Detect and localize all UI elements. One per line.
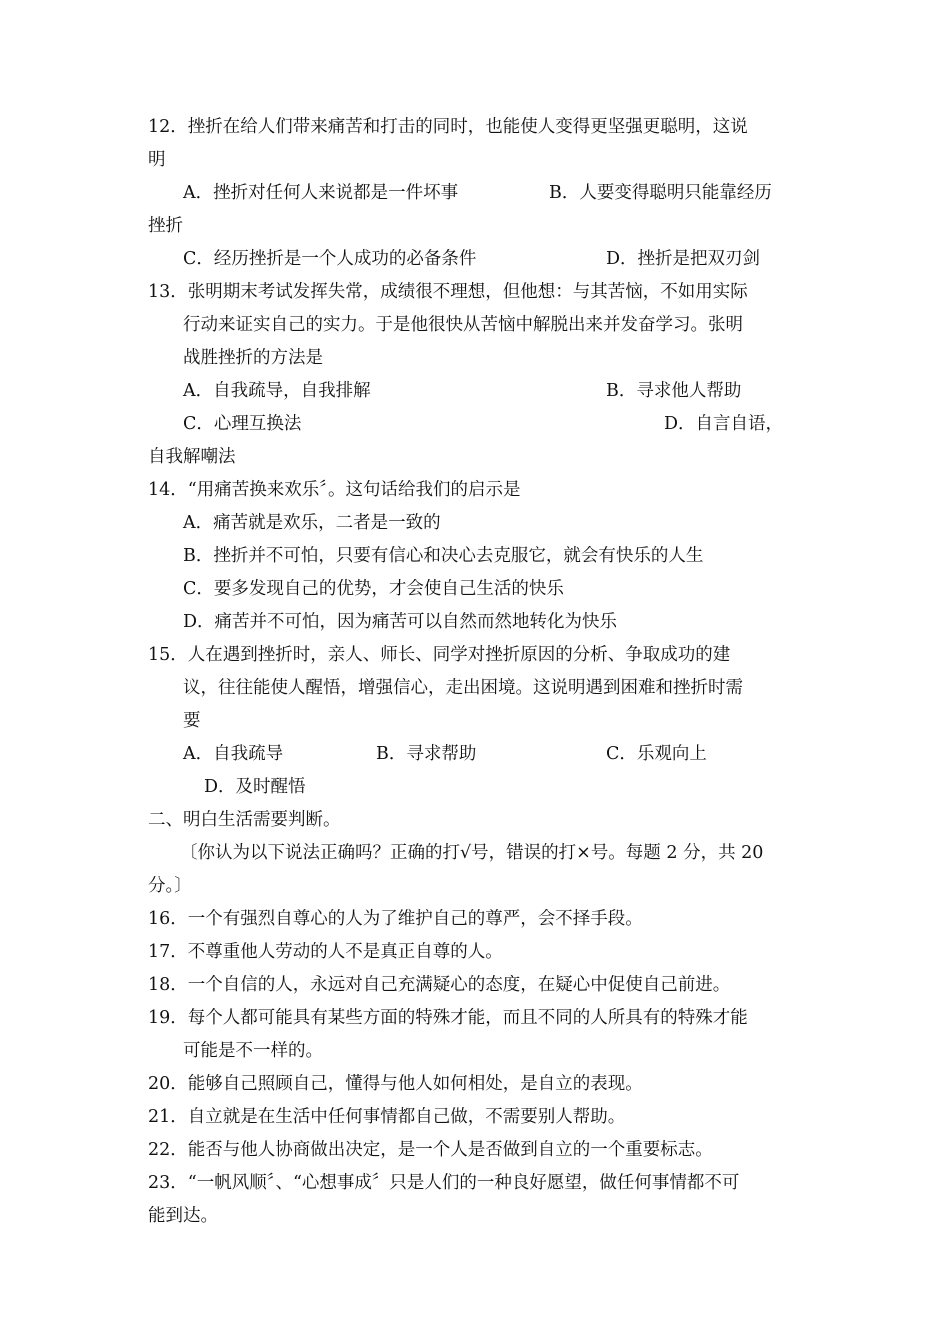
q14-stem: 14．“用痛苦换来欢乐〞。这句话给我们的启示是 [148,480,521,500]
q15-stem-cont1: 议，往往能使人醒悟，增强信心，走出困境。这说明遇到困难和挫折时需 [183,678,743,698]
item-22: 22．能否与他人协商做出决定，是一个人是否做到自立的一个重要标志。 [148,1140,713,1160]
q12-stem-cont: 明 [148,150,166,170]
q15-option-d: D．及时醒悟 [204,777,306,797]
q12-option-c: C．经历挫折是一个人成功的必备条件 [183,249,477,269]
q13-stem-cont2: 战胜挫折的方法是 [183,348,323,368]
q13-option-a: A．自我疏导，自我排解 [183,381,371,401]
q15-option-c: C．乐观向上 [606,744,707,764]
q15-option-a: A．自我疏导 [183,744,284,764]
item-20: 20．能够自己照顾自己，懂得与他人如何相处，是自立的表现。 [148,1074,643,1094]
q13-option-c: C．心理互换法 [183,414,302,434]
q14-option-a: A．痛苦就是欢乐，二者是一致的 [183,513,441,533]
item-17: 17．不尊重他人劳动的人不是真正自尊的人。 [148,942,503,962]
q15-stem-cont2: 要 [183,711,201,731]
q12-stem: 12．挫折在给人们带来痛苦和打击的同时，也能使人变得更坚强更聪明，这说 [148,117,748,137]
q15-stem: 15．人在遇到挫折时，亲人、师长、同学对挫折原因的分析、争取成功的建 [148,645,731,665]
item-16: 16．一个有强烈自尊心的人为了维护自己的尊严，会不择手段。 [148,909,643,929]
q13-stem-cont1: 行动来证实自己的实力。于是他很快从苦恼中解脱出来并发奋学习。张明 [183,315,743,335]
q14-option-c: C．要多发现自己的优势，才会使自己生活的快乐 [183,579,564,599]
q13-option-d-cont: 自我解嘲法 [148,447,236,467]
q15-option-b: B．寻求帮助 [376,744,477,764]
q12-option-d: D．挫折是把双刃剑 [606,249,761,269]
q13-option-b: B．寻求他人帮助 [606,381,742,401]
q14-option-b: B．挫折并不可怕，只要有信心和决心去克服它，就会有快乐的人生 [183,546,704,566]
section-instructions-cont: 分。〕 [148,876,192,896]
q13-stem: 13．张明期末考试发挥失常，成绩很不理想，但他想：与其苦恼，不如用实际 [148,282,748,302]
item-18: 18．一个自信的人，永远对自己充满疑心的态度，在疑心中促使自己前进。 [148,975,731,995]
q12-option-b-cont: 挫折 [148,216,183,236]
item-19: 19．每个人都可能具有某些方面的特殊才能，而且不同的人所具有的特殊才能 [148,1008,748,1028]
q12-option-b: B．人要变得聪明只能靠经历 [549,183,772,203]
section-title: 二、明白生活需要判断。 [148,810,341,830]
section-instructions: 〔你认为以下说法正确吗？正确的打√号，错误的打×号。每题 2 分，共 20 [180,843,764,863]
item-23-cont: 能到达。 [148,1206,218,1226]
q14-option-d: D．痛苦并不可怕，因为痛苦可以自然而然地转化为快乐 [183,612,618,632]
item-19-cont: 可能是不一样的。 [183,1041,323,1061]
q12-option-a: A．挫折对任何人来说都是一件坏事 [183,183,459,203]
item-23: 23．“一帆风顺〞、“心想事成〞只是人们的一种良好愿望，做任何事情都不可 [148,1173,740,1193]
q13-option-d: D．自言自语， [664,414,784,434]
item-21: 21．自立就是在生活中任何事情都自己做，不需要别人帮助。 [148,1107,626,1127]
